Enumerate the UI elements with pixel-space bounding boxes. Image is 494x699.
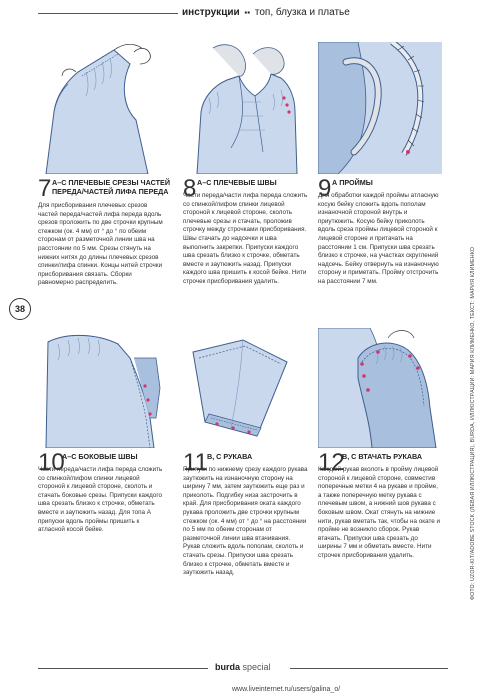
step-body: Для присборивания плечевых срезов частей переда/частей лифа переда вдоль срезов проложить по две строчки крупным стежком (ок. 4 мм) от ° до ° по обеим сторонам от разметочной линии шва на расстоянии по 5 мм. Срезы стянуть на нижних нитях до длины плечевых срезов спинки/лифа спинки. Концы нитей строчки присборивания связать. Сборки равномерно распределить. <box>38 202 163 287</box>
step-title: В, С РУКАВА <box>207 452 253 461</box>
side-credit <box>470 246 480 600</box>
illustration-step-7 <box>38 42 162 174</box>
step-9 <box>318 175 450 318</box>
step-number: 7 <box>38 175 52 202</box>
header-arrow: ▪▪ <box>244 8 251 17</box>
footer-brand-name: burda <box>215 662 241 672</box>
header-title <box>182 6 350 19</box>
footer-edition: special <box>242 662 271 672</box>
footer-rule-right <box>290 668 448 669</box>
step-title: А–С ПЛЕЧЕВЫЕ ШВЫ <box>197 178 277 187</box>
illustration-step-11 <box>183 328 307 448</box>
step-10 <box>38 449 174 572</box>
watermark-url[interactable]: www.liveinternet.ru/users/galina_o/ <box>232 686 341 693</box>
step-number: 9 <box>318 175 332 202</box>
header-subtitle: топ, блузка и платье <box>254 7 350 18</box>
side-credit-text: ФОТО: UZOR-KIT/ADOBE STOCK (ЛЕВАЯ ИЛЛЮСТРАЦИЯ), BURDA, ИЛЛЮСТРАЦИИ: МАРИЯ КЛИМЕНКО, ТЕКСТ: МАРИЯ КЛИМЕНКО <box>470 246 476 600</box>
header-section: инструкции <box>182 7 240 18</box>
step-title: А ПРОЙМЫ <box>332 178 373 187</box>
step-number: 12 <box>318 449 345 476</box>
step-7 <box>38 175 174 318</box>
page-header <box>0 6 494 20</box>
step-title: В, С ВТАЧАТЬ РУКАВА <box>342 452 423 461</box>
footer-brand <box>215 662 271 672</box>
footer-rule-left <box>38 668 208 669</box>
step-number: 10 <box>38 449 65 476</box>
step-body: Для обработки каждой проймы атласную косую бейку сложить вдоль пополам изнаночной стороной внутрь и приутюжить. Косую бейку приколоть вдоль среза проймы лицевой стороной к лицевой стороне и притачать на расстоянии 1 см. Припуски шва срезать близко к строчке, на участках скруглений надсечь. Бейку отвернуть на изнаночную сторону и приметать. Пройму отстрочить на расстоянии 7 мм. <box>318 192 439 285</box>
step-8 <box>183 175 317 318</box>
step-12 <box>318 449 450 592</box>
illustration-step-9 <box>318 42 442 174</box>
illustration-step-10 <box>38 328 162 448</box>
step-body: Каждый рукав вколоть в пройму лицевой стороной к лицевой стороне, совместив поперечные метки 4 на рукаве и пройме, а также поперечную метку рукава с плечевым швом, а нижний шов рукава с боковым швом. Окат стянуть на нижние нити, рукав вметать так, чтобы на окате и пройме не возникло сборок. Рукав втачать. Припуски шва срезать до ширины 7 мм и обметать вместе. Нити строчек присборивания удалить. <box>318 466 441 559</box>
header-rule <box>38 13 178 14</box>
step-body: Части переда/части лифа переда сложить со спинкой/лифом спинки лицевой стороной к лицевой стороне, сколоть плечевые срезы и стачать, проложив строчку между строчками присборивания. Швы стачать до надсечки и шва выполнить закрепки. Припуски каждого шва срезать близко к строчке, обметать вместе и заутюжить назад. Припуски каждого шва пришить к косой бейке. Нити строчек присборивания удалить. <box>183 192 308 285</box>
illustration-step-8 <box>183 42 307 174</box>
step-number: 11 <box>183 449 208 476</box>
step-11 <box>183 449 317 592</box>
illustration-step-12 <box>318 328 442 448</box>
step-title: А–С БОКОВЫЕ ШВЫ <box>62 452 138 461</box>
page-number: 38 <box>9 298 31 320</box>
step-number: 8 <box>183 175 197 202</box>
step-title: А–С ПЛЕЧЕВЫЕ СРЕЗЫ ЧАСТЕЙ ПЕРЕДА/ЧАСТЕЙ ЛИФА ПЕРЕДА <box>52 178 170 196</box>
step-body: Припуск по нижнему срезу каждого рукава заутюжить на изнаночную сторону на ширину 7 мм, затем заутюжить еще раз и приколоть. Подгибку низа застрочить в край. Для присборивания оката каждого рукава проложить две строчки крупным стежком (ок. 4 мм) от ° до ° на расстоянии по 5 мм по обеим сторонам от разметочной линии шва втачивания. Рукав сложить вдоль пополам, сколоть и стачать срезы. Припуски шва срезать близко к строчке, обметать вместе и заутюжить назад. <box>183 466 308 577</box>
step-body: Части переда/части лифа переда сложить со спинкой/лифом спинки лицевой стороной к лицевой стороне, сколоть и стачать боковые срезы. Припуски каждого шва срезать близко к строчке, обметать вместе и заутюжить назад. Для топа А припуски вдоль проймы пришить к атласной косой бейке. <box>38 466 163 534</box>
